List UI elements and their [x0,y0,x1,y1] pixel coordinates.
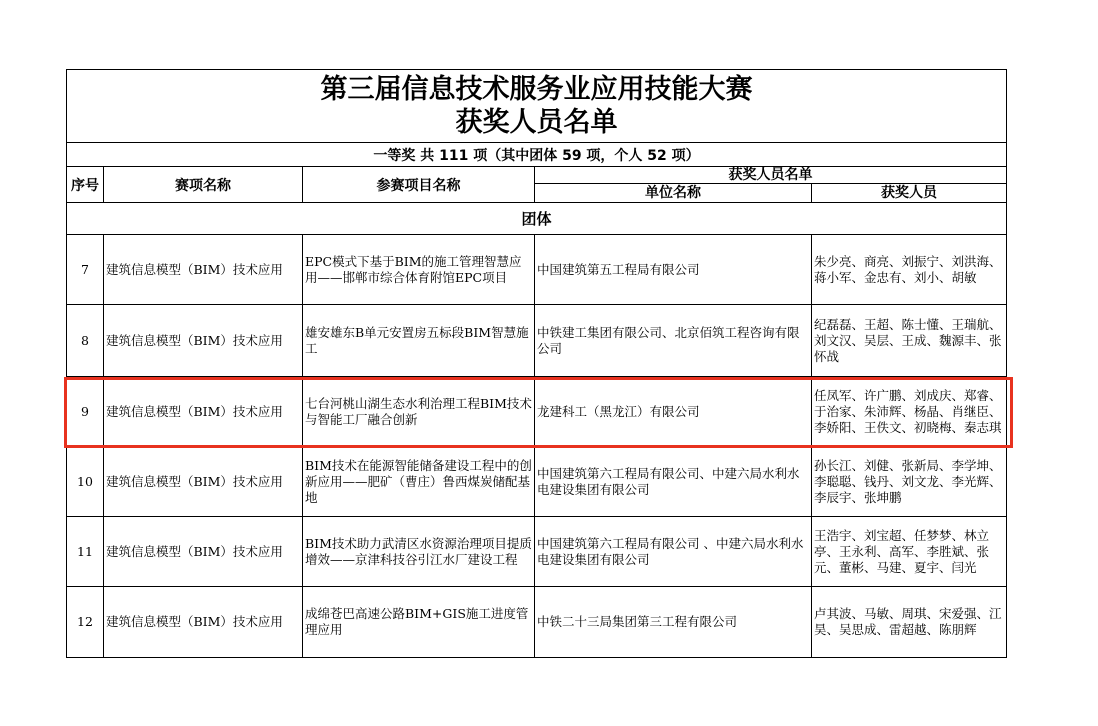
title-line-1: 第三届信息技术服务业应用技能大赛 [320,74,753,105]
header-no: 序号 [67,167,104,203]
row-project: BIM技术在能源智能储备建设工程中的创新应用——肥矿（曹庄）鲁西煤炭储配基地 [303,447,535,517]
header-winners: 获奖人员名单 [535,167,1007,184]
row-number: 9 [67,377,104,447]
row-project: 七台河桃山湖生态水利治理工程BIM技术与智能工厂融合创新 [303,377,535,447]
header-unit: 单位名称 [535,184,812,203]
header-project: 参赛项目名称 [303,167,535,203]
row-people: 王浩宇、刘宝超、任梦梦、林立亭、王永利、高军、李胜斌、张元、董彬、马建、夏宇、闫光 [812,517,1007,587]
row-project: BIM技术助力武清区水资源治理项目提质增效——京津科技谷引江水厂建设工程 [303,517,535,587]
row-category: 建筑信息模型（BIM）技术应用 [104,377,303,447]
row-number: 10 [67,447,104,517]
row-people: 卢其波、马敏、周琪、宋爱强、江昊、吴思成、雷超越、陈朋辉 [812,587,1007,658]
row-people: 孙长江、刘健、张新局、李学坤、李聪聪、钱丹、刘文龙、李光辉、李辰宇、张坤鹏 [812,447,1007,517]
award-summary: 一等奖 共 111 项（其中团体 59 项，个人 52 项） [67,143,1007,167]
header-people: 获奖人员 [812,184,1007,203]
row-number: 11 [67,517,104,587]
row-category: 建筑信息模型（BIM）技术应用 [104,235,303,305]
table-row [67,305,1007,377]
row-category: 建筑信息模型（BIM）技术应用 [104,517,303,587]
row-unit: 龙建科工（黑龙江）有限公司 [535,377,812,447]
row-unit: 中国建筑第五工程局有限公司 [535,235,812,305]
table-row [67,377,1007,447]
table-row [67,447,1007,517]
row-people: 朱少亮、商亮、刘振宁、刘洪海、蒋小军、金忠有、刘小、胡敏 [812,235,1007,305]
row-unit: 中国建筑第六工程局有限公司 、中建六局水利水电建设集团有限公司 [535,517,812,587]
row-number: 7 [67,235,104,305]
title-line-2: 获奖人员名单 [455,107,618,138]
award-list-sheet [66,69,1006,658]
row-category: 建筑信息模型（BIM）技术应用 [104,587,303,658]
row-people: 任凤军、许广鹏、刘成庆、郑睿、于治家、朱沛辉、杨晶、肖继臣、李娇阳、王佚文、初晓梅、秦志琪 [812,377,1007,447]
row-project: 成绵苍巴高速公路BIM+GIS施工进度管理应用 [303,587,535,658]
row-people: 纪磊磊、王超、陈士懂、王瑞航、刘文汉、吴层、王成、魏源丰、张怀战 [812,305,1007,377]
row-project: EPC模式下基于BIM的施工管理智慧应用——邯郸市综合体育附馆EPC项目 [303,235,535,305]
group-label: 团体 [67,203,1007,235]
table-row [67,587,1007,658]
row-project: 雄安雄东B单元安置房五标段BIM智慧施工 [303,305,535,377]
row-number: 12 [67,587,104,658]
award-table [66,69,1007,658]
row-unit: 中铁二十三局集团第三工程有限公司 [535,587,812,658]
table-row [67,235,1007,305]
row-category: 建筑信息模型（BIM）技术应用 [104,447,303,517]
table-row [67,517,1007,587]
row-unit: 中铁建工集团有限公司、北京佰筑工程咨询有限公司 [535,305,812,377]
row-unit: 中国建筑第六工程局有限公司、中建六局水利水电建设集团有限公司 [535,447,812,517]
row-number: 8 [67,305,104,377]
document-title [67,70,1007,143]
row-category: 建筑信息模型（BIM）技术应用 [104,305,303,377]
header-category: 赛项名称 [104,167,303,203]
